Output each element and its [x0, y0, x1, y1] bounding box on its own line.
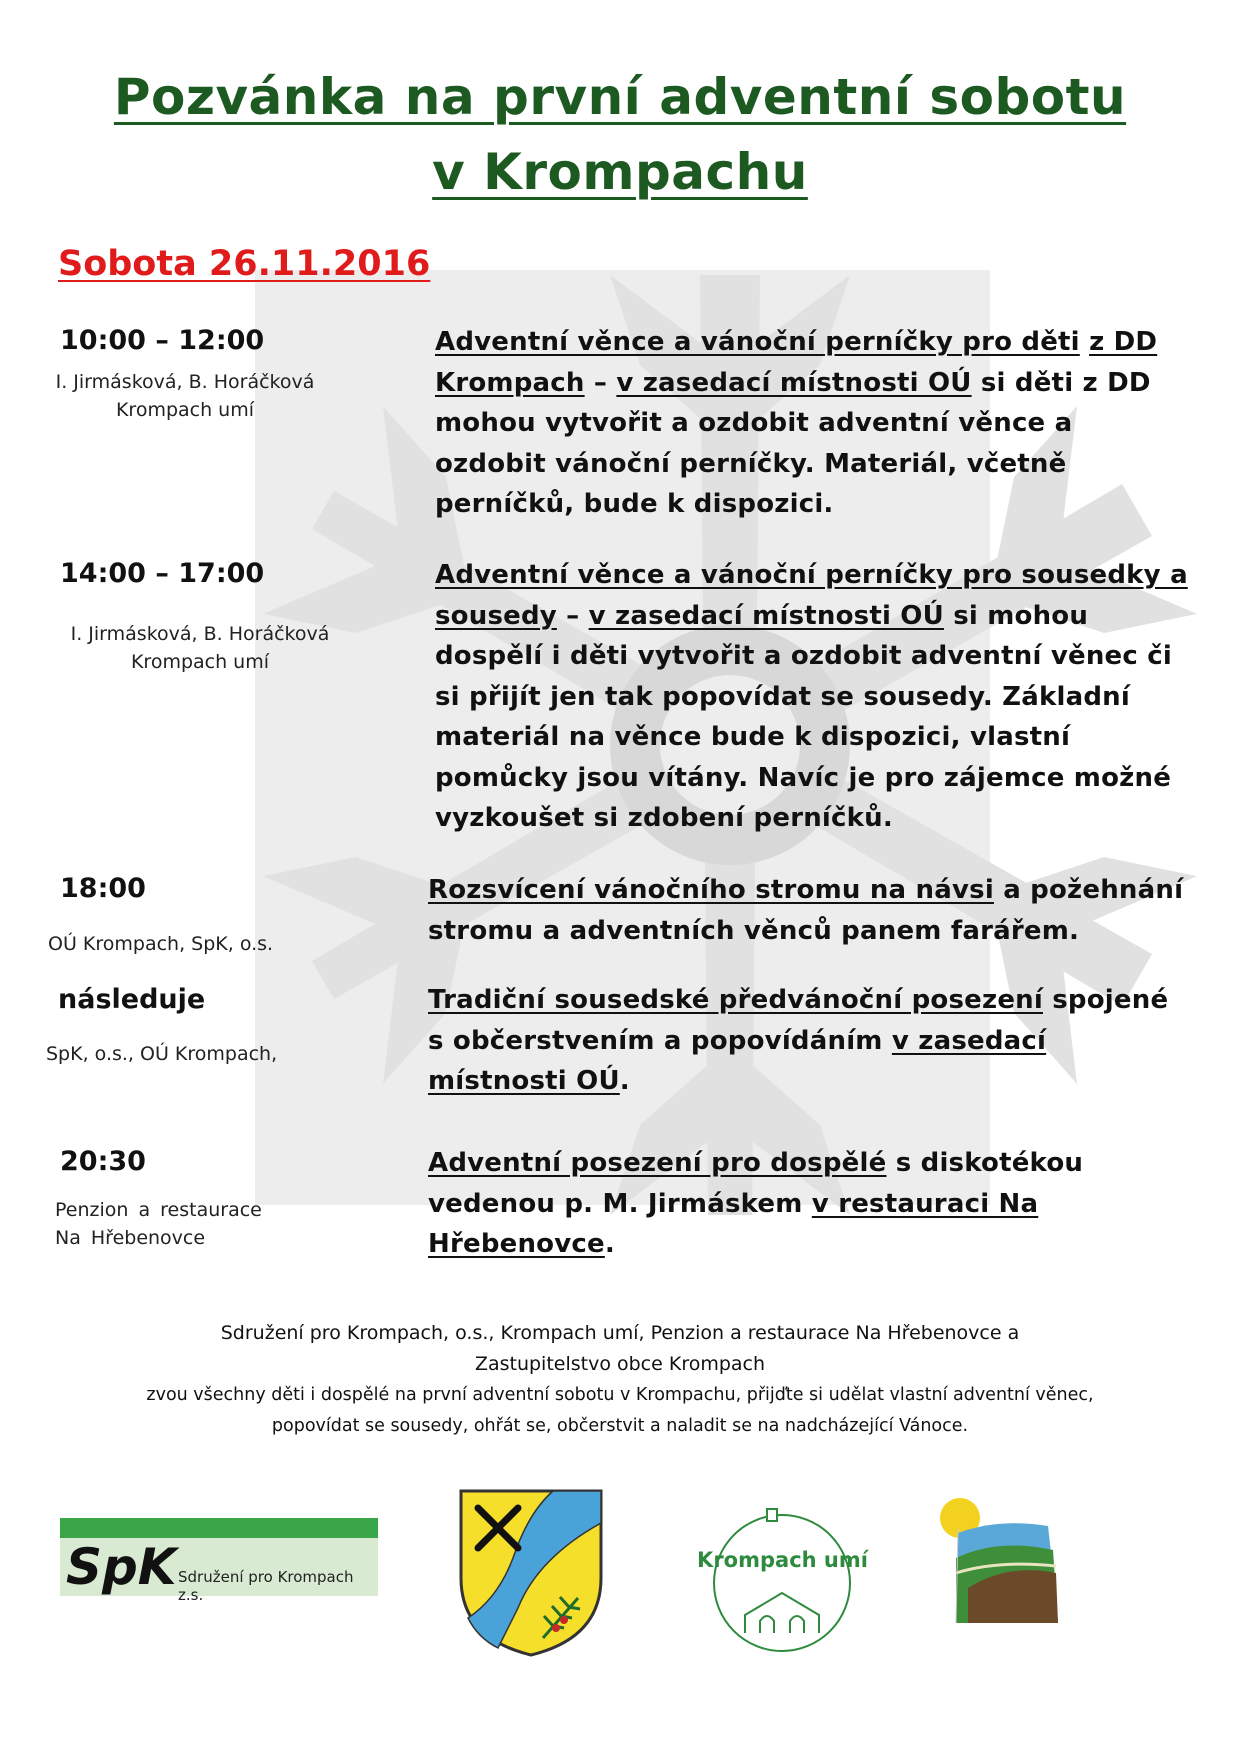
event-time: 18:00	[60, 873, 146, 904]
text-span	[1080, 327, 1089, 357]
location-link: v restauraci Na Hřebenovce	[428, 1188, 1039, 1259]
event-time: 20:30	[60, 1146, 146, 1177]
event-description	[428, 870, 1188, 951]
event-heading: Adventní věnce a vánoční perníčky pro děti	[435, 327, 1080, 357]
event-description	[435, 322, 1180, 525]
coat-of-arms-icon	[458, 1488, 604, 1658]
event-time: následuje	[58, 984, 206, 1015]
text-span: a požehnání stromu a adventních věnců panem farářem.	[428, 875, 1184, 946]
event-organizer	[55, 1196, 262, 1252]
location-link: v zasedací místnosti OÚ	[588, 600, 944, 631]
krompach-umi-emblem-icon	[695, 1503, 870, 1655]
text-span: –	[584, 367, 617, 398]
footer-line: popovídat se sousedy, ohřát se, občerstvit a naladit se na nadcházející Vánoce.	[271, 1416, 969, 1436]
text-span: –	[556, 600, 589, 631]
organizer-line: I. Jirmásková, B. Horáčková	[70, 623, 330, 645]
organizer-line: Krompach umí	[115, 399, 255, 421]
event-description	[428, 980, 1188, 1102]
spk-logo	[60, 1518, 378, 1604]
spk-logo-mark: SpK	[66, 1538, 177, 1596]
organizer-line: Krompach umí	[130, 651, 270, 673]
event-time: 10:00 – 12:00	[60, 325, 265, 356]
event-heading: Rozsvícení vánočního stromu na návsi	[428, 875, 994, 905]
footer-line: Zastupitelstvo obce Krompach	[474, 1353, 766, 1375]
event-organizer	[46, 1040, 277, 1068]
text-span: .	[619, 1066, 630, 1096]
krompach-umi-text: Krompach umí	[697, 1548, 868, 1572]
landscape-icon	[938, 1488, 1088, 1628]
event-description	[435, 555, 1195, 839]
page-title-line2: v Krompachu	[432, 143, 808, 201]
footer-line: zvou všechny děti i dospělé na první adventní sobotu v Krompachu, přijďte si udělat vlastní adventní věnec,	[146, 1385, 1094, 1405]
event-organizer	[48, 930, 273, 958]
organizer-line: I. Jirmásková, B. Horáčková	[55, 371, 315, 393]
event-date: Sobota 26.11.2016	[58, 244, 431, 284]
text-span: spojené s občerstvením a popovídáním	[428, 985, 1169, 1056]
event-organizer	[40, 368, 330, 424]
organizer-line: Na Hřebenovce	[55, 1227, 206, 1249]
text-span: .	[604, 1229, 615, 1259]
footer-line: Sdružení pro Krompach, o.s., Krompach umí, Penzion a restaurace Na Hřebenovce a	[220, 1322, 1020, 1344]
organizer-line: OÚ Krompach, SpK, o.s.	[48, 933, 274, 955]
event-heading: Tradiční sousedské předvánoční posezení	[428, 985, 1043, 1015]
event-heading: Adventní věnce a vánoční perníčky pro sousedky a sousedy	[435, 560, 1188, 631]
footer-invitation	[40, 1318, 1200, 1442]
event-heading: Adventní posezení pro dospělé	[428, 1148, 887, 1178]
organizer-line: Penzion a restaurace	[55, 1199, 262, 1221]
page-title: Pozvánka na první adventní sobotu	[113, 68, 1127, 126]
event-organizer	[55, 620, 345, 676]
location-link: v zasedací místnosti OÚ	[428, 1025, 1047, 1096]
krompach-umi-logo	[695, 1503, 870, 1655]
spk-logo-text: Sdružení pro Krompach z.s.	[178, 1568, 354, 1604]
location-link: z DD Krompach	[435, 327, 1158, 398]
text-span: si děti z DD mohou vytvořit a ozdobit adventní věnce a ozdobit vánoční perníčky. Materiál, včetně perníčků, bude k dispozici.	[435, 367, 1151, 519]
text-span: si mohou dospělí i děti vytvořit a ozdobit adventní věnec či si přijít jen tak popovídat se sousedy. Základní materiál na věnce bude k dispozici, vlastní pomůcky jsou vítány. Navíc je pro zájemce možné vyzkoušet si zdobení perníčků.	[435, 600, 1172, 833]
organizer-line: SpK, o.s., OÚ Krompach,	[46, 1043, 278, 1065]
text-span: s diskotékou vedenou p. M. Jirmáskem	[428, 1148, 1084, 1219]
event-description	[428, 1143, 1188, 1265]
event-time: 14:00 – 17:00	[60, 558, 265, 589]
location-link: v zasedací místnosti OÚ	[616, 367, 972, 398]
